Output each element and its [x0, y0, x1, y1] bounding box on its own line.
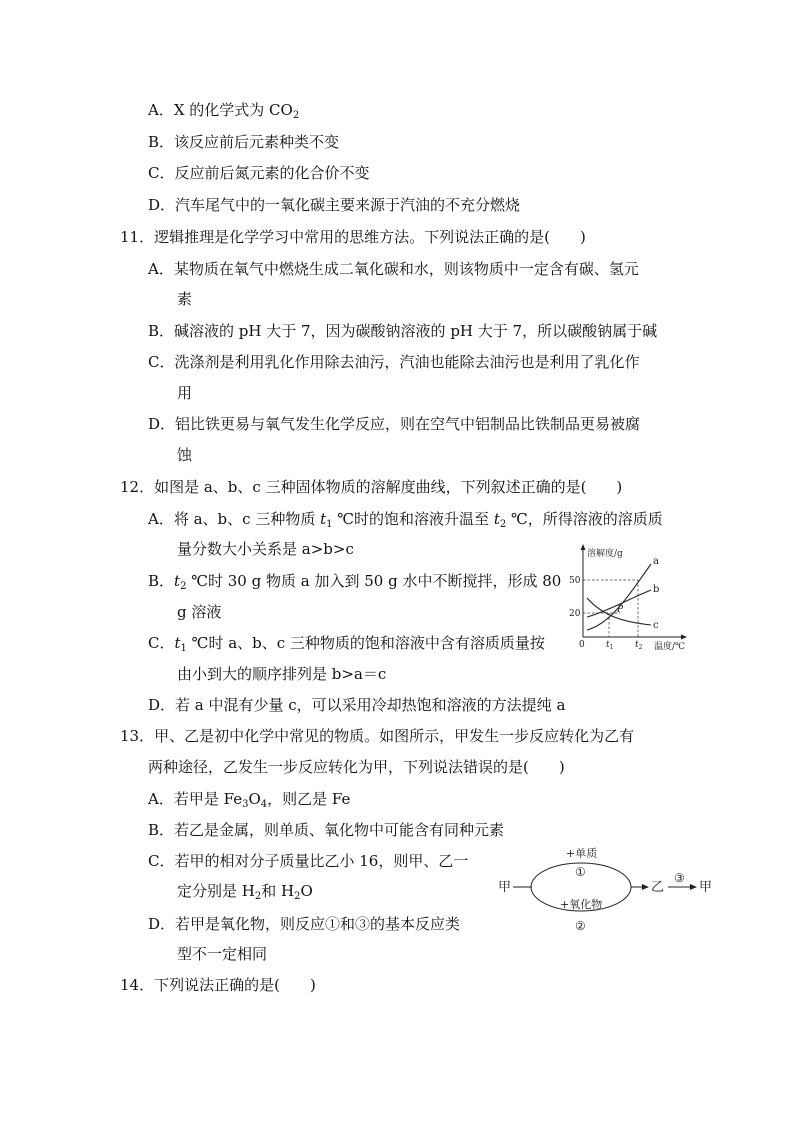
curve-a-label: a [653, 556, 659, 567]
top-label: +单质 [566, 847, 598, 860]
bottom-number: ② [575, 919, 586, 933]
q11-stem: 11．逻辑推理是化学学习中常用的思维方法。下列说法正确的是( ) [120, 228, 586, 246]
x-axis-arrow [681, 635, 687, 640]
q10-option-b: B．该反应前后元素种类不变 [148, 133, 340, 151]
solubility-curve-figure [565, 540, 690, 652]
point-p-label: P [617, 605, 624, 615]
q11-option-a: A．某物质在氧气中燃烧生成二氧化碳和水，则该物质中一定含有碳、氢元 [148, 260, 639, 278]
diagram-jia-left: 甲 [498, 880, 512, 895]
q12-option-c-cont: 由小到大的顺序排列是 b>a＝c [177, 665, 387, 683]
reaction-path-diagram [496, 840, 716, 935]
q12-option-c: C．$t_1$ ℃时 a、b、c 三种物质的饱和溶液中含有溶质质量按 [148, 634, 545, 654]
q13-option-b: B．若乙是金属，则单质、氧化物中可能含有同种元素 [148, 821, 505, 839]
q11-option-a-cont: 素 [177, 290, 193, 308]
y-axis-label: 溶解度/g [587, 549, 623, 559]
curve-a [587, 564, 651, 630]
y-axis-arrow [581, 544, 586, 550]
ellipse-arrow [642, 884, 649, 890]
q12-option-d: D．若 a 中混有少量 c，可以采用冷却热饱和溶液的方法提纯 a [148, 696, 566, 714]
q14-stem: 14．下列说法正确的是( ) [120, 976, 316, 994]
tick-t1: $t_1$ [606, 640, 614, 651]
tick-50: 50 [569, 576, 581, 586]
x-axis-label: 温度/℃ [654, 642, 686, 652]
q10-option-c: C．反应前后氮元素的化合价不变 [148, 164, 370, 182]
q13-stem-cont: 两种途径，乙发生一步反应转化为甲，下列说法错误的是( ) [148, 758, 565, 776]
q11-option-c-cont: 用 [177, 384, 193, 402]
q11-option-c: C．洗涤剂是利用乳化作用除去油污，汽油也能除去油污也是利用了乳化作 [148, 353, 640, 371]
q13-option-c-cont: 定分别是 $H_2$和 $H_2O$ [177, 882, 313, 902]
q12-option-b: B．$t_2$ ℃时 30 g 物质 a 加入到 50 g 水中不断搅拌，形成 80 [148, 572, 562, 592]
arrow-number: ③ [674, 871, 685, 885]
diagram-jia-right: 甲 [699, 880, 713, 895]
q12-option-b-cont: g 溶液 [177, 603, 222, 621]
diagram-yi: 乙 [651, 880, 665, 895]
q13-option-a: A．若甲是 $Fe_3O_4$，则乙是 Fe [148, 790, 351, 810]
curve-c-label: c [653, 620, 659, 631]
bottom-label: +氧化物 [560, 898, 603, 911]
yi-arrow-head [690, 884, 697, 890]
tick-t2: $t_2$ [635, 640, 643, 651]
q10-option-d: D．汽车尾气中的一氧化碳主要来源于汽油的不充分燃烧 [148, 196, 521, 214]
q10-option-a: A．X 的化学式为 $CO_2$ [148, 101, 300, 121]
q12-option-a-cont: 量分数大小关系是 a>b>c [177, 540, 354, 558]
q11-option-b: B．碱溶液的 pH 大于 7，因为碳酸钠溶液的 pH 大于 7，所以碳酸钠属于碱 [148, 322, 658, 340]
q13-stem: 13．甲、乙是初中化学中常见的物质。如图所示，甲发生一步反应转化为乙有 [120, 727, 635, 745]
q12-stem: 12．如图是 a、b、c 三种固体物质的溶解度曲线，下列叙述正确的是( ) [120, 478, 623, 496]
curve-b-label: b [653, 584, 660, 595]
q13-option-d: D．若甲是氧化物，则反应①和③的基本反应类 [148, 915, 461, 933]
q13-option-d-cont: 型不一定相同 [177, 945, 268, 963]
tick-20: 20 [569, 609, 581, 619]
origin-label: 0 [579, 640, 585, 650]
q12-option-a: A．将 a、b、c 三种物质 $t_1$ ℃时的饱和溶液升温至 $t_2$ ℃，所得溶液的溶质质 [148, 510, 663, 530]
q13-option-c: C．若甲的相对分子质量比乙小 16，则甲、乙一 [148, 852, 469, 870]
q11-option-d: D．铝比铁更易与氧气发生化学反应，则在空气中铝制品比铁制品更易被腐 [148, 415, 641, 433]
top-number: ① [575, 865, 586, 879]
q11-option-d-cont: 蚀 [177, 446, 193, 464]
